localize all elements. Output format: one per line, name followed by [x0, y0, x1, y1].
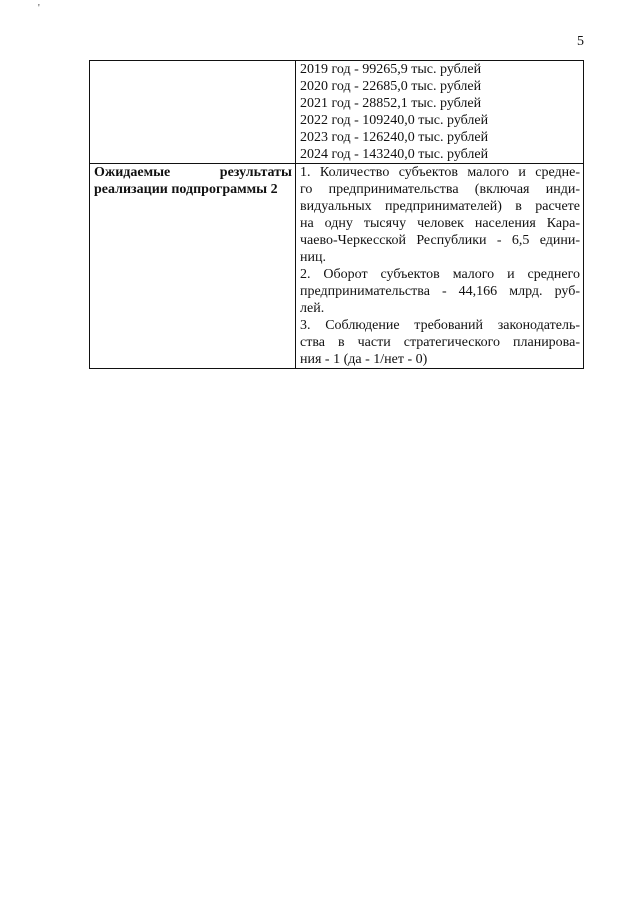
funding-line-2019: 2019 год - 99265,9 тыс. рублей: [300, 62, 482, 77]
page-number: 5: [577, 34, 584, 49]
funding-label-cell: [90, 61, 296, 164]
subprogram-table: [89, 60, 584, 369]
funding-line-2023: 2023 год - 126240,0 тыс. рублей: [300, 130, 489, 145]
result-line-6: ниц.: [300, 250, 326, 265]
funding-line-2020: 2020 год - 22685,0 тыс. рублей: [300, 79, 482, 94]
funding-line-2022: 2022 год - 109240,0 тыс. рублей: [300, 113, 489, 128]
result-line-3: видуальных предпринимателей) в расчете: [300, 199, 580, 214]
corner-mark: ': [38, 3, 40, 14]
funding-values-cell: [296, 61, 584, 164]
results-label-line-1: Ожидаемые результаты: [94, 165, 292, 180]
result-line-1: 1. Количество субъектов малого и средне-: [300, 165, 580, 180]
funding-line-2024: 2024 год - 143240,0 тыс. рублей: [300, 147, 489, 162]
result-line-10: 3. Соблюдение требований законодатель-: [300, 318, 580, 333]
result-line-4: на одну тысячу человек населения Кара-: [300, 216, 580, 231]
result-line-2: го предпринимательства (включая инди-: [300, 182, 580, 197]
result-line-8: предпринимательства - 44,166 млрд. руб-: [300, 284, 580, 299]
result-line-9: лей.: [300, 301, 325, 316]
result-line-12: ния - 1 (да - 1/нет - 0): [300, 352, 428, 367]
result-line-5: чаево-Черкесской Республики - 6,5 едини-: [300, 233, 580, 248]
table-row-funding: [90, 61, 584, 164]
results-label-line-2: реализации подпрограммы 2: [94, 182, 278, 197]
funding-line-2021: 2021 год - 28852,1 тыс. рублей: [300, 96, 482, 111]
result-line-7: 2. Оборот субъектов малого и среднего: [300, 267, 580, 282]
results-text-cell: [296, 164, 584, 369]
table-row-results: [90, 164, 584, 369]
result-line-11: ства в части стратегического планирова-: [300, 335, 580, 350]
results-label-cell: [90, 164, 296, 369]
